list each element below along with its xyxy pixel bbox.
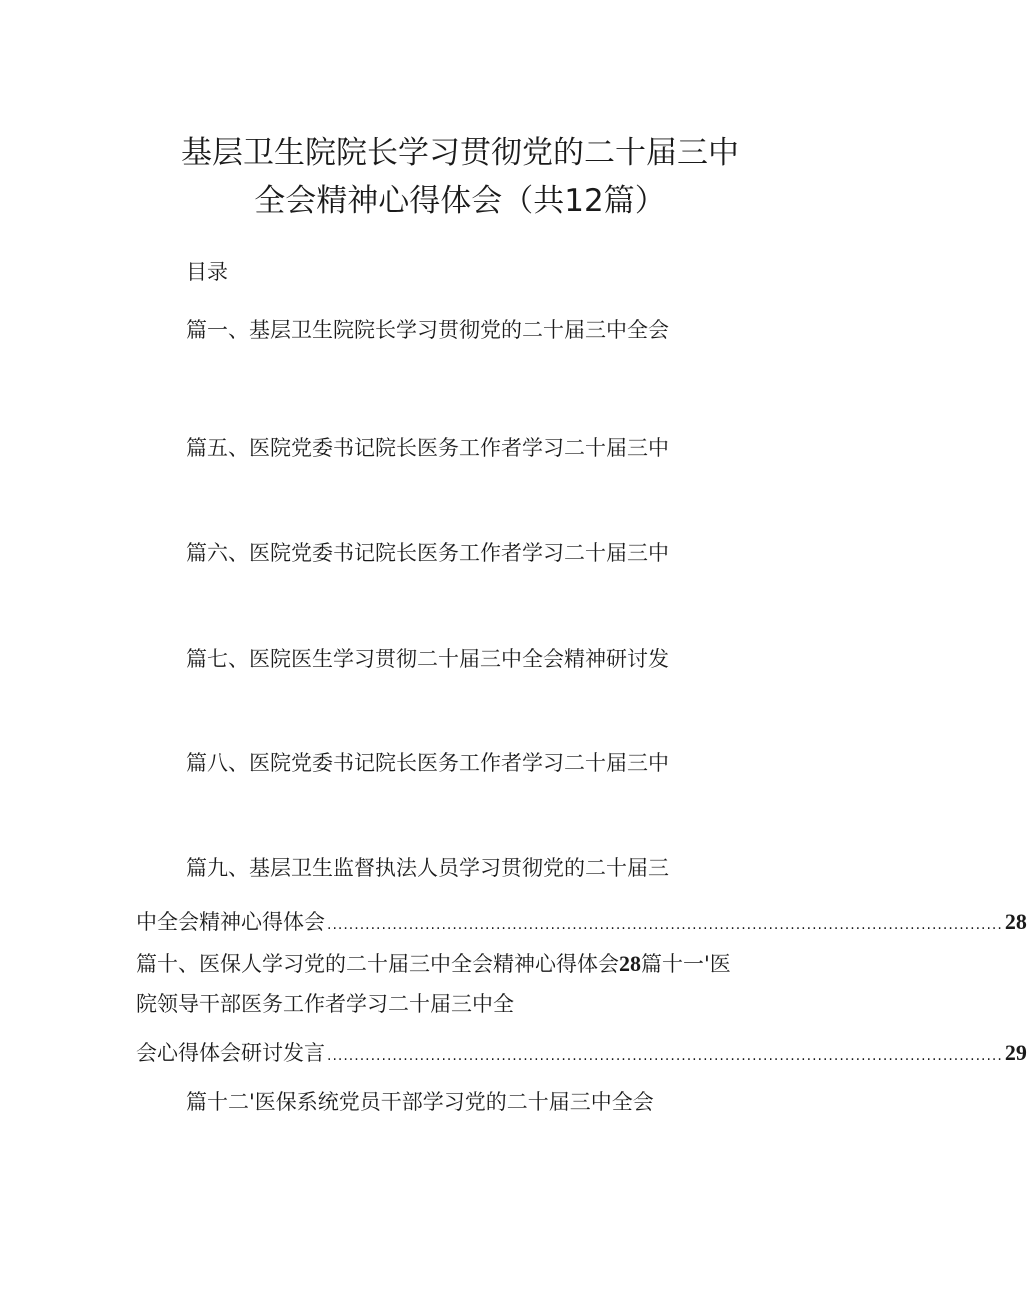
toc-entry-9-text: 中全会精神心得体会 [136,910,325,934]
toc-leader-dots: ............................................................................................................................ [327,917,1003,933]
document-title-line-1: 基层卫生院院长学习贯彻党的二十届三中 [181,135,739,171]
document-title-line-2: 全会精神心得体会（共12篇） [254,183,666,219]
toc-entry-10-text: 篇十、医保人学习党的二十届三中全会精神心得体会 [136,952,619,976]
toc-entry-11-page: 29 [1004,1040,1027,1065]
toc-entry-10[interactable] [136,950,731,978]
toc-leader-dots: ............................................................................................................................ [327,1048,1003,1064]
toc-entry-7[interactable]: 篇七、医院医生学习贯彻二十届三中全会精神研讨发 [186,647,669,671]
toc-entry-5[interactable]: 篇五、医院党委书记院长医务工作者学习二十届三中 [186,436,669,460]
toc-entry-6[interactable]: 篇六、医院党委书记院长医务工作者学习二十届三中 [186,541,669,565]
toc-entry-12[interactable]: 篇十二'医保系统党员干部学习党的二十届三中全会 [186,1090,654,1114]
toc-entry-11-text: 会心得体会研讨发言 [136,1041,325,1065]
toc-entry-8[interactable]: 篇八、医院党委书记院长医务工作者学习二十届三中 [186,751,669,775]
toc-heading: 目录 [186,260,228,284]
toc-entry-9-page: 28 [1004,909,1027,934]
toc-entry-11-start: 篇十一'医 [641,952,731,976]
toc-entry-9[interactable]: 篇九、基层卫生监督执法人员学习贯彻党的二十届三 [186,856,669,880]
toc-entry-11-continuation[interactable] [136,1039,1027,1070]
toc-entry-9-continuation[interactable] [136,908,1027,939]
toc-entry-11[interactable]: 院领导干部医务工作者学习二十届三中全 [136,992,514,1016]
toc-entry-1[interactable]: 篇一、基层卫生院院长学习贯彻党的二十届三中全会 [186,318,669,342]
toc-entry-10-page: 28 [619,951,641,976]
